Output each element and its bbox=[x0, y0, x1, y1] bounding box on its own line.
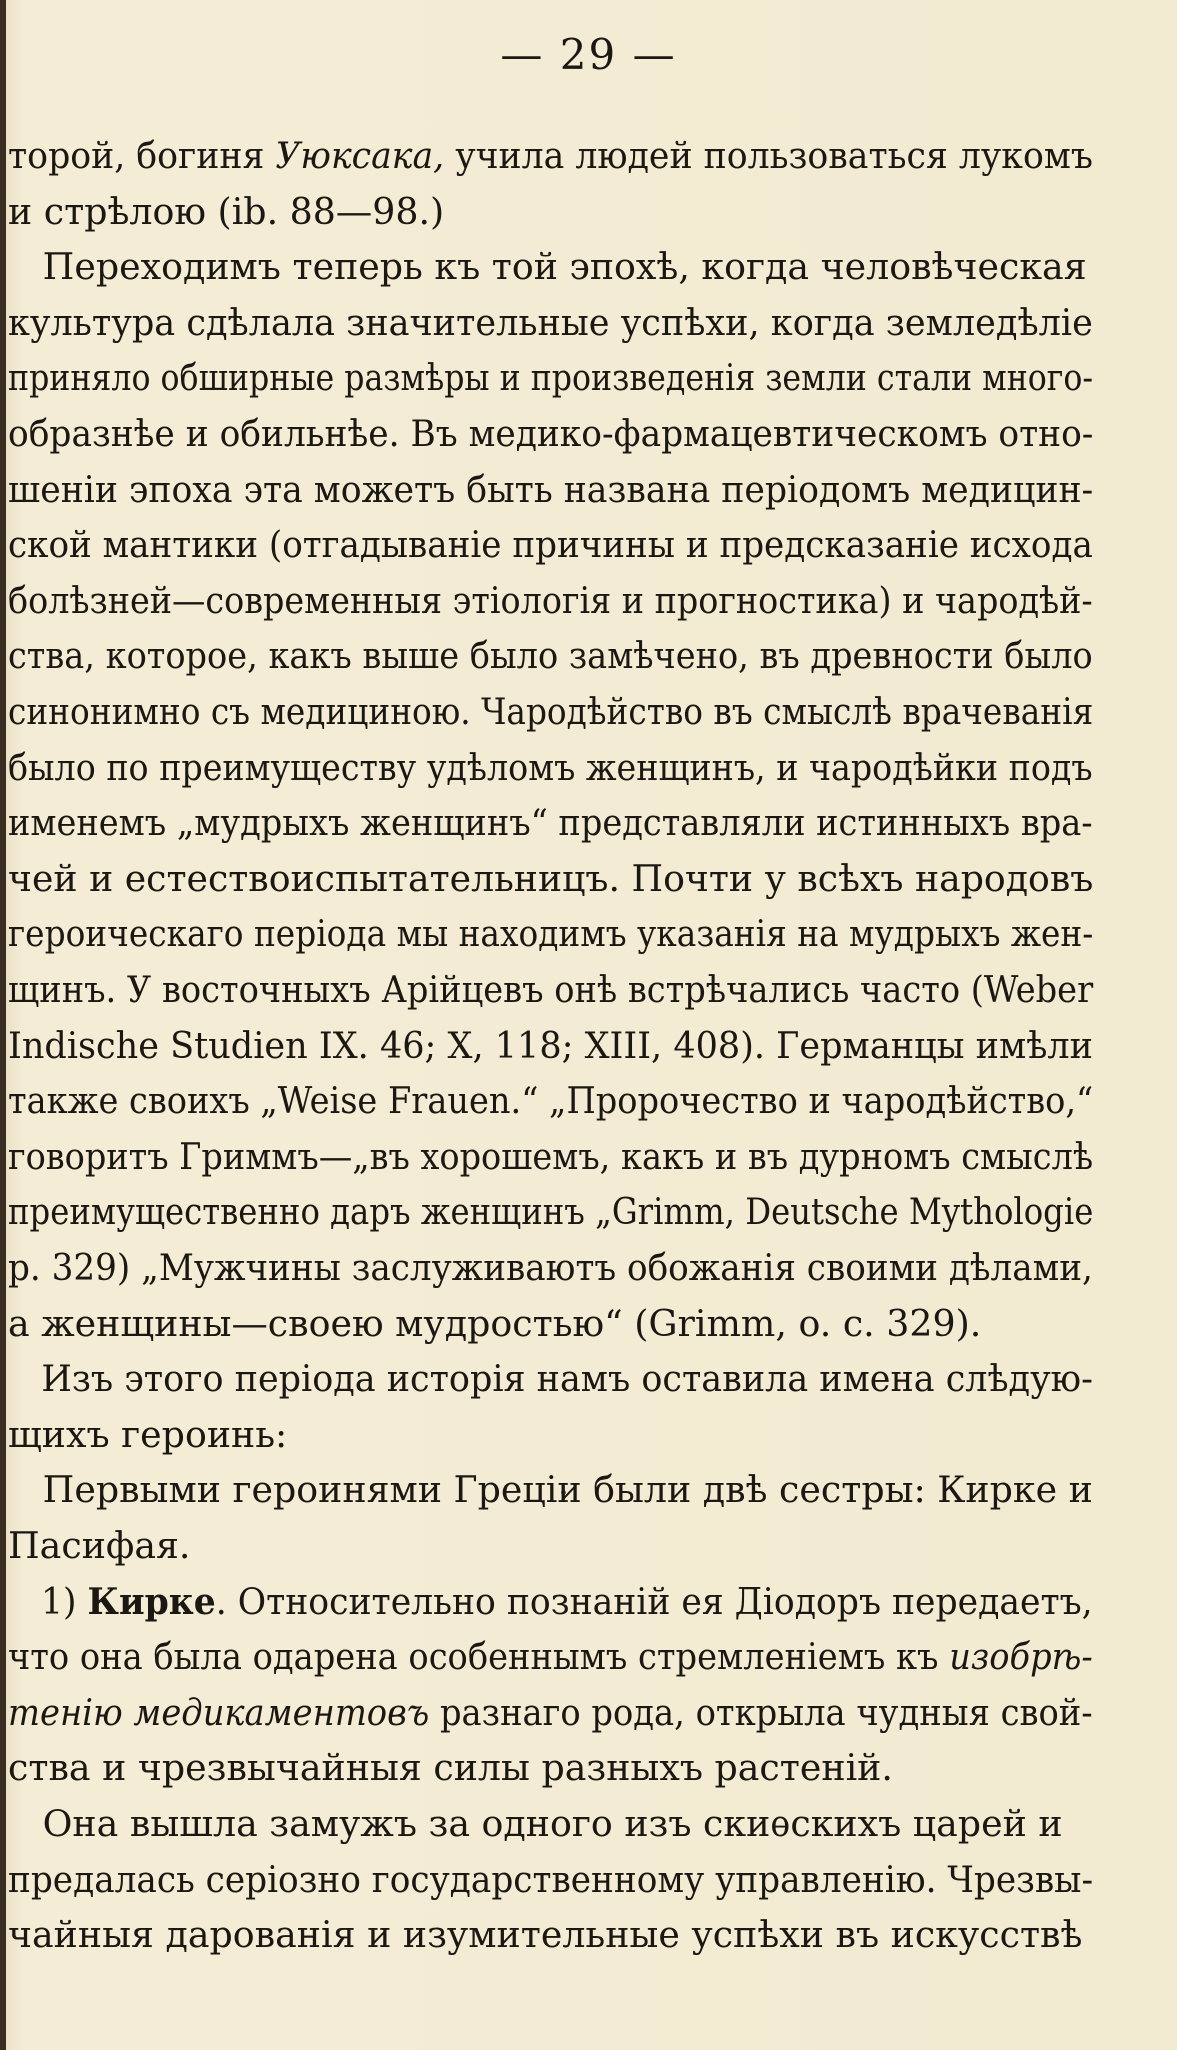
text-run: разнаго рода, открыла чудныя свой- bbox=[429, 1690, 1093, 1734]
text-line bbox=[8, 1407, 1093, 1463]
text-run: синонимно съ медициною. Чародѣйство въ смыслѣ врачеванія bbox=[8, 690, 1094, 733]
text-line bbox=[8, 628, 1093, 684]
text-run: говоритъ Гриммъ—„въ хорошемъ, какъ и въ дурномъ смыслѣ bbox=[8, 1134, 1094, 1178]
text-run: Переходимъ теперь къ той эпохѣ, когда человѣческая bbox=[8, 245, 1087, 289]
text-run: щихъ героинь: bbox=[8, 1412, 288, 1456]
text-run: Первыми героинями Греціи были двѣ сестры: Кирке и bbox=[8, 1468, 1093, 1512]
page-number: — 29 — bbox=[500, 30, 677, 79]
text-line bbox=[8, 851, 1094, 907]
text-run: Пасифая. bbox=[8, 1524, 191, 1567]
text-run: шеніи эпоха эта можетъ быть названа періодомъ медицин- bbox=[8, 467, 1094, 511]
text-line bbox=[8, 1073, 1094, 1129]
text-line bbox=[8, 1184, 1094, 1240]
text-line bbox=[8, 517, 1093, 573]
text-run: щинъ. У восточныхъ Арійцевъ онѣ встрѣчались часто (Weber bbox=[8, 968, 1094, 1011]
text-run: болѣзней—современныя этіологія и прогностика) и чародѣй- bbox=[8, 578, 1093, 622]
italic-text: тенію медикаментовъ bbox=[8, 1690, 430, 1734]
italic-text: Уюксака, bbox=[275, 134, 445, 177]
text-run: именемъ „мудрыхъ женщинъ“ представляли истинныхъ вра- bbox=[8, 801, 1093, 845]
text-line bbox=[8, 1740, 1093, 1796]
text-line bbox=[8, 1462, 1093, 1518]
text-line bbox=[8, 1796, 1093, 1852]
italic-text: изобрѣ- bbox=[949, 1635, 1093, 1679]
text-line bbox=[8, 1296, 1093, 1352]
text-run: было по преимуществу удѣломъ женщинъ, и чародѣйки подъ bbox=[8, 745, 1093, 789]
text-line bbox=[8, 295, 1093, 351]
text-run: образнѣе и обильнѣе. Въ медико-фармацевтическомъ отно- bbox=[8, 412, 1094, 455]
text-line bbox=[8, 462, 1094, 518]
text-line bbox=[8, 573, 1093, 629]
text-run: Indische Studien IX. 46; X, 118; XIII, 408). Германцы имѣли bbox=[8, 1023, 1094, 1067]
text-line bbox=[8, 1685, 1093, 1741]
text-line bbox=[8, 350, 1094, 406]
text-line bbox=[8, 239, 1093, 295]
text-run: культура сдѣлала значительные успѣхи, когда земледѣліе bbox=[8, 300, 1093, 344]
text-run: а женщины—своею мудростью“ (Grimm, o. c. 329). bbox=[8, 1301, 982, 1345]
text-run: чайныя дарованія и изумительные успѣхи въ искусствѣ bbox=[8, 1913, 1083, 1957]
text-line bbox=[8, 406, 1094, 462]
text-run: 1) bbox=[8, 1579, 88, 1623]
bold-text: Кирке bbox=[87, 1579, 216, 1623]
text-line bbox=[8, 184, 1093, 240]
text-run: учила людей пользоваться лукомъ bbox=[444, 134, 1093, 177]
text-run: Изъ этого періода исторія намъ оставила имена слѣдую- bbox=[8, 1357, 1093, 1401]
text-run: предалась серіозно государственному управленію. Чрезвы- bbox=[8, 1857, 1094, 1901]
text-line bbox=[8, 1907, 1093, 1963]
text-run: ской мантики (отгадываніе причины и предсказаніе исхода bbox=[8, 523, 1093, 567]
text-line bbox=[8, 1240, 1093, 1296]
text-line bbox=[8, 906, 1094, 962]
text-run: Она вышла замужъ за одного изъ скиѳскихъ царей и bbox=[8, 1802, 1063, 1845]
text-run: героическаго періода мы находимъ указанія на мудрыхъ жен- bbox=[8, 912, 1094, 956]
text-run: что она была одарена особеннымъ стремленіемъ къ bbox=[8, 1635, 950, 1679]
text-run: преимущественно даръ женщинъ „Grimm, Deutsche Mythologie bbox=[8, 1190, 1094, 1234]
text-run: ства, которое, какъ выше было замѣчено, въ древности было bbox=[8, 634, 1093, 678]
text-line bbox=[8, 740, 1093, 796]
text-run: приняло обширные размѣры и произведенія земли стали много- bbox=[8, 356, 1094, 400]
text-run: чей и естествоиспытательницъ. Почти у всѣхъ народовъ bbox=[8, 856, 1094, 900]
text-run: также своихъ „Weise Frauen.“ „Пророчество и чародѣйство,“ bbox=[8, 1079, 1094, 1123]
text-run: . Относительно познаній ея Діодоръ передаетъ, bbox=[215, 1579, 1093, 1623]
text-run: торой, богиня bbox=[8, 134, 276, 177]
text-line bbox=[8, 1574, 1093, 1630]
text-line bbox=[8, 128, 1093, 184]
binding-edge bbox=[0, 0, 6, 2050]
text-line bbox=[8, 1018, 1094, 1074]
text-line bbox=[8, 684, 1094, 740]
text-line bbox=[8, 1852, 1094, 1908]
text-line bbox=[8, 1129, 1094, 1185]
text-line bbox=[8, 795, 1093, 851]
text-line bbox=[8, 1351, 1093, 1407]
text-run: и стрѣлою (ib. 88—98.) bbox=[8, 189, 445, 233]
text-line bbox=[8, 1518, 1093, 1574]
text-line bbox=[8, 1629, 1093, 1685]
text-run: ства и чрезвычайныя силы разныхъ растеній. bbox=[8, 1746, 893, 1790]
text-run: p. 329) „Мужчины заслуживаютъ обожанія своими дѣлами, bbox=[8, 1246, 1093, 1289]
text-line bbox=[8, 962, 1094, 1018]
